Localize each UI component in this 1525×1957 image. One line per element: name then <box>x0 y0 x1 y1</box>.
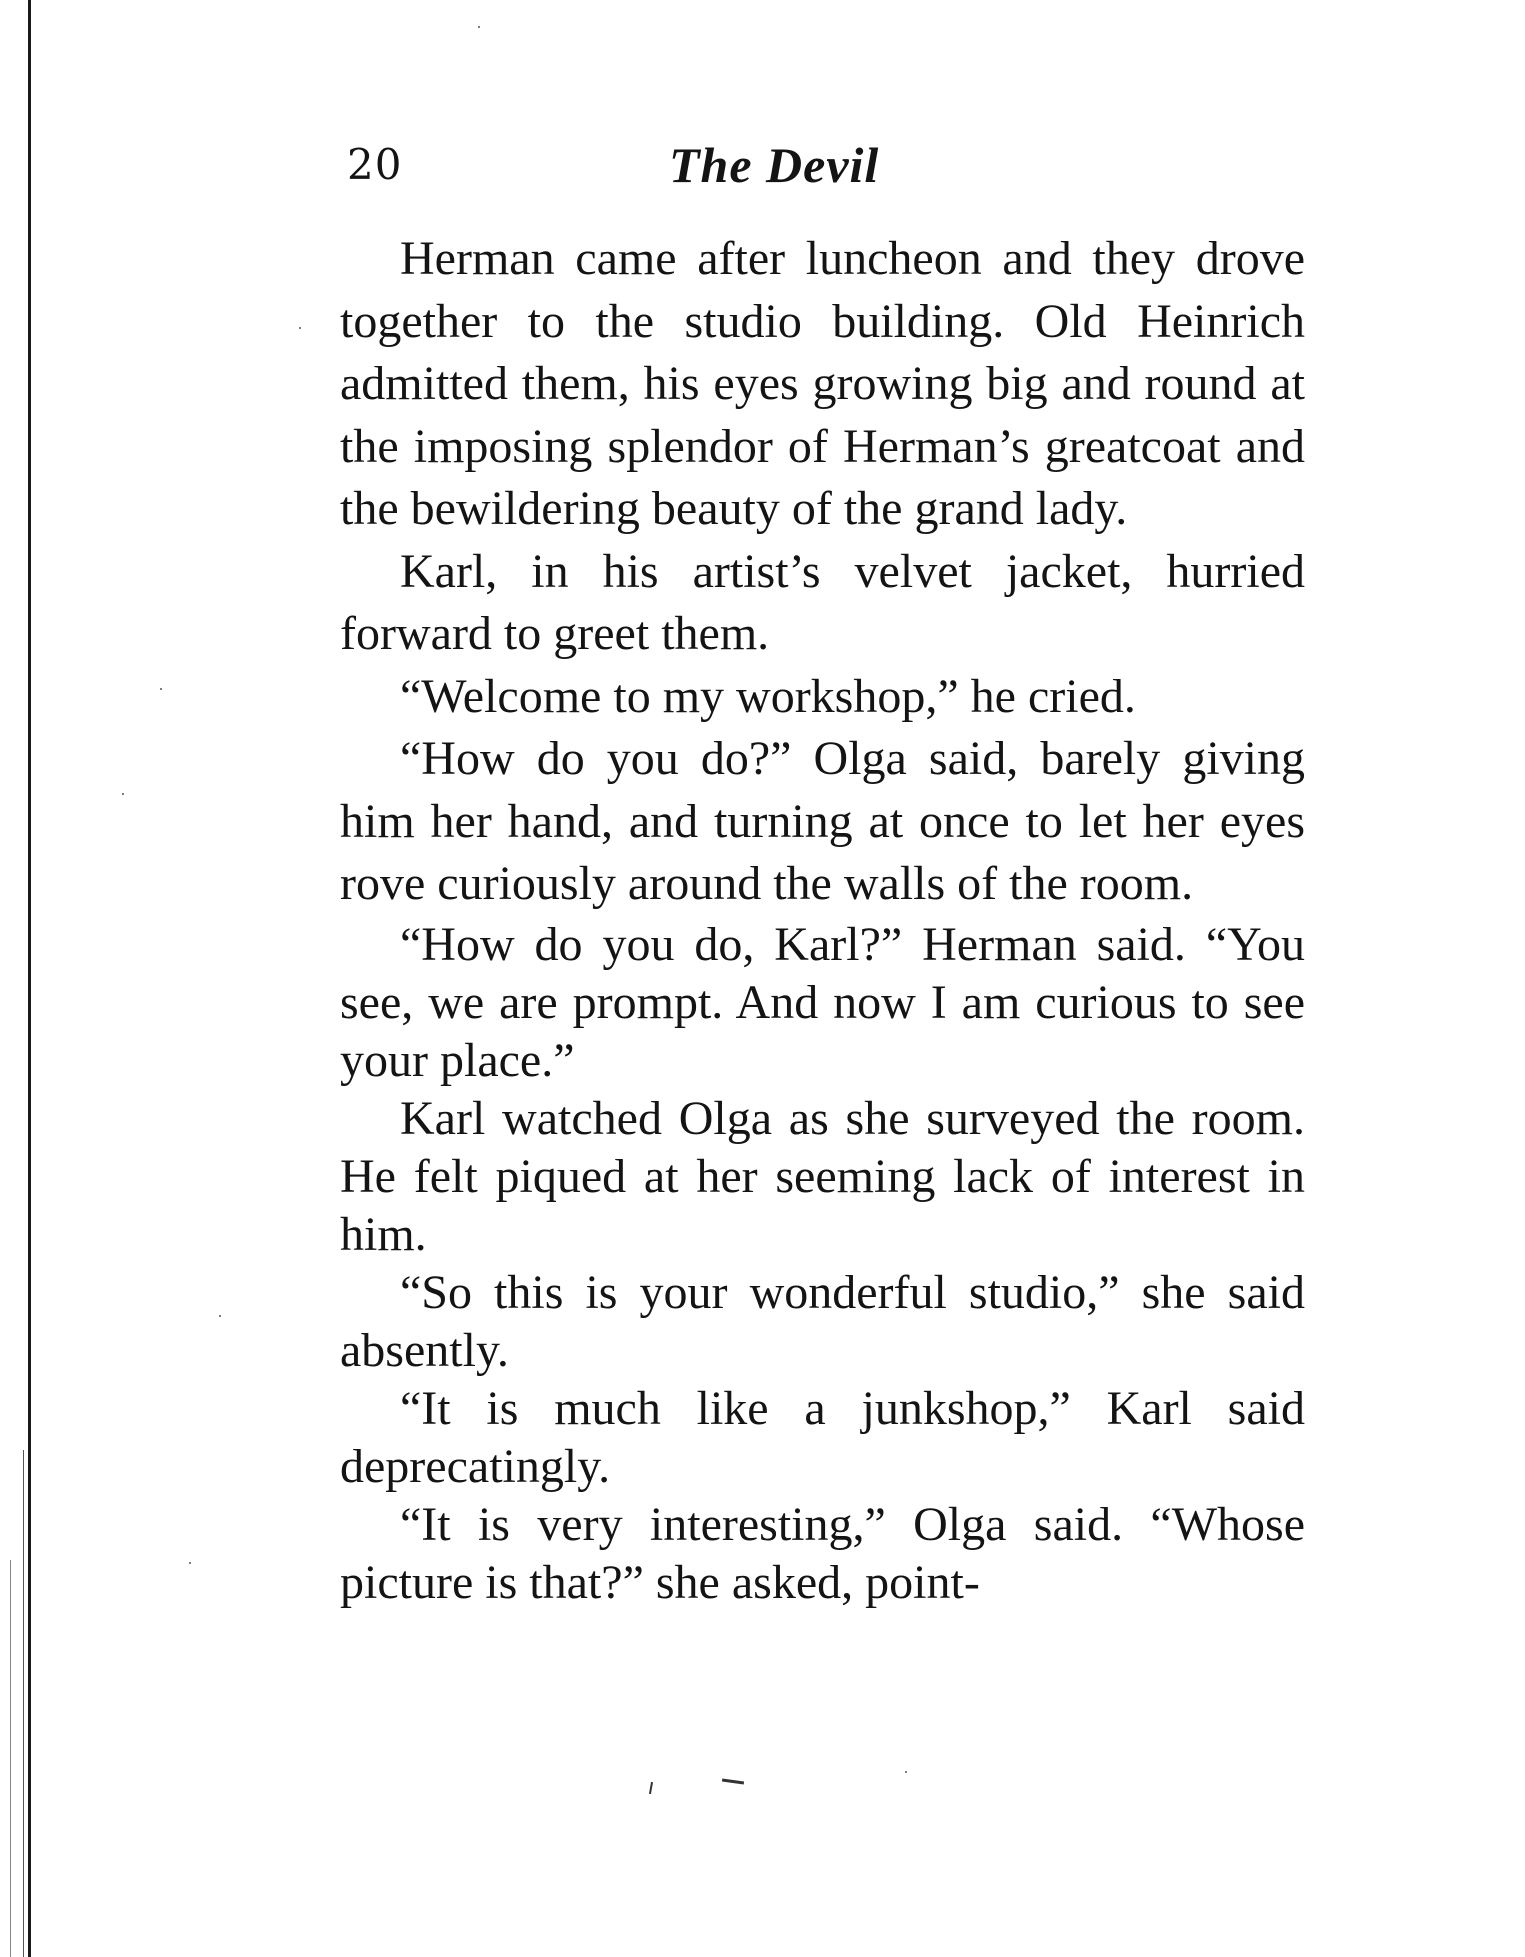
paragraph: Karl, in his artist’s velvet jacket, hurried forward to greet them. <box>340 544 1305 660</box>
running-title: The Devil <box>669 137 880 193</box>
footer-ink-marks <box>650 1778 770 1798</box>
paragraph: “How do you do?” Olga said, barely giving him her hand, and turning at once to let her eyes rove curiously around the walls of the room. <box>340 732 1305 910</box>
paragraph: “How do you do, Karl?” Herman said. “You see, we are prompt. And now I am curious to see your place.” <box>340 917 1305 1087</box>
binding-edge-line-outer <box>10 1560 11 1957</box>
scan-speck <box>478 26 480 28</box>
ink-mark <box>722 1778 744 1784</box>
page-header <box>347 137 1297 200</box>
scan-speck <box>905 1771 907 1773</box>
paragraph: “It is very interesting,” Olga said. “Whose picture is that?” she asked, point- <box>340 1497 1305 1609</box>
paragraph: Herman came after luncheon and they drove together to the studio building. Old Heinrich admitted them, his eyes growing big and round at the imposing splendor of Herman’s greatcoat and the bewildering beauty of the grand lady. <box>340 232 1305 535</box>
paragraph: “Welcome to my workshop,” he cried. <box>400 669 1136 723</box>
scan-speck <box>189 1562 191 1564</box>
ink-mark <box>649 1782 653 1794</box>
scan-speck <box>299 327 301 329</box>
paragraph: Karl watched Olga as she surveyed the room. He felt piqued at her seeming lack of interest in him. <box>340 1091 1305 1261</box>
page-number: 20 <box>347 140 403 189</box>
scan-speck <box>219 1315 221 1317</box>
scan-speck <box>122 793 124 795</box>
binding-edge-line <box>28 0 31 1957</box>
body-text <box>340 228 1305 1612</box>
paragraph: “It is much like a junkshop,” Karl said deprecatingly. <box>340 1381 1305 1493</box>
scan-speck <box>160 688 162 690</box>
paragraph: “So this is your wonderful studio,” she said absently. <box>340 1265 1305 1377</box>
binding-edge-line-inner <box>23 1450 24 1957</box>
